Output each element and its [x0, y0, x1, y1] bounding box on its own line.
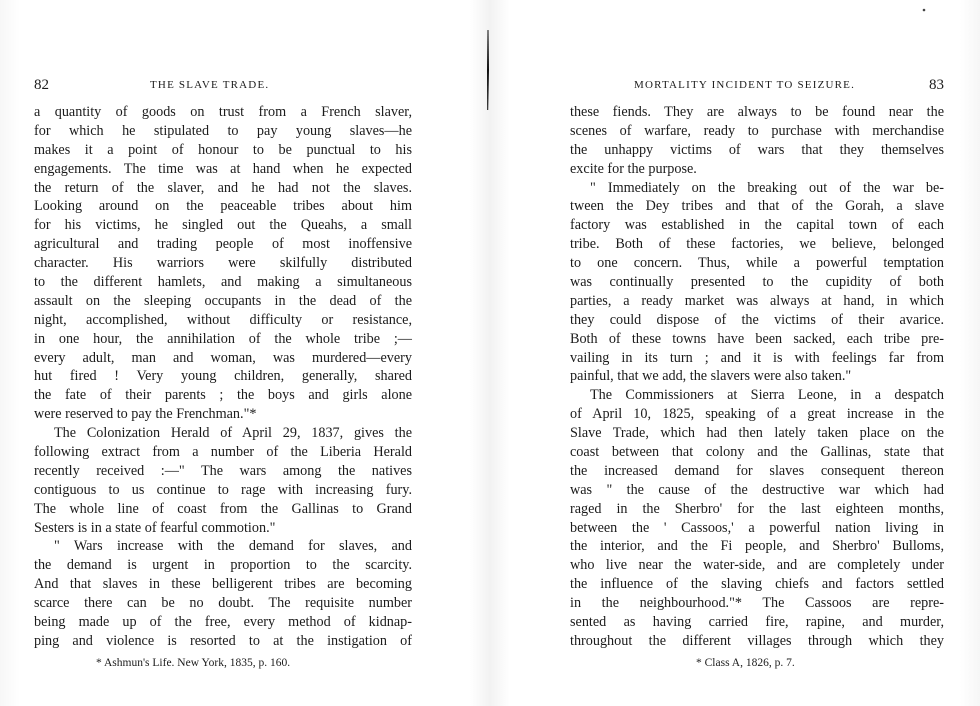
text-line: the return of the slaver, and he had not the slaves.	[34, 179, 412, 196]
text-line: coast between that colony and the Gallinas, state that	[570, 444, 944, 461]
text-line: And that slaves in these belligerent tribes are becoming	[34, 576, 412, 593]
text-line: following extract from a number of the Liberia Herald	[34, 444, 412, 461]
text-line: Looking around on the peaceable tribes about him	[34, 198, 412, 215]
left-running-title: THE SLAVE TRADE.	[150, 79, 270, 91]
text-line: were reserved to pay the Frenchman."*	[34, 406, 257, 423]
text-line: recently received :—" The wars among the natives	[34, 462, 412, 479]
text-line: contiguous to us continue to rage with increasing fury.	[34, 481, 412, 498]
text-line: every adult, man and woman, was murdered—every	[34, 349, 412, 366]
text-line: The Colonization Herald of April 29, 1837, gives the	[54, 425, 412, 442]
text-line: Sesters is in a state of fearful commotion."	[34, 519, 276, 536]
text-line: Both of these towns have been sacked, each tribe pre-	[570, 330, 944, 347]
text-line: painful, that we add, the slavers were also taken."	[570, 368, 852, 385]
text-line: to the different hamlets, and making a simultaneous	[34, 274, 412, 291]
left-footnote: * Ashmun's Life. New York, 1835, p. 160.	[96, 657, 291, 669]
left-page-number: 82	[34, 77, 49, 93]
text-line: engagements. The time was at hand when he expected	[34, 160, 412, 177]
right-running-title: MORTALITY INCIDENT TO SEIZURE.	[634, 79, 856, 91]
text-line: these fiends. They are always to be found near the	[570, 104, 944, 120]
text-line: hut fired ! Very young children, generally, shared	[34, 368, 412, 385]
text-line: tween the Dey tribes and that of the Gorah, a slave	[570, 198, 944, 215]
text-line: factory was established in the capital town of each	[570, 217, 944, 234]
text-line: scarce there can be no doubt. The requisite number	[34, 595, 412, 612]
text-line: in the neighbourhood."* The Cassoos are repre-	[570, 595, 944, 612]
text-line: scenes of warfare, ready to purchase with merchandise	[570, 122, 944, 139]
text-line: the fate of their parents ; the boys and girls alone	[34, 387, 412, 404]
text-line: tribe. Both of these factories, we believe, belonged	[570, 236, 944, 253]
text-line: character. His warriors were skilfully distributed	[34, 255, 412, 272]
text-line: in one hour, the annihilation of the whole tribe ;—	[34, 330, 412, 347]
text-line: for his victims, he singled out the Queahs, a small	[34, 217, 412, 234]
text-line: " Immediately on the breaking out of the war be-	[590, 179, 944, 196]
text-line: Slave Trade, which had then lately taken place on the	[570, 425, 944, 442]
text-line: sented as having carried fire, rapine, and murder,	[570, 614, 944, 631]
gutter-ink-mark	[486, 30, 490, 110]
text-line: " Wars increase with the demand for slaves, and	[54, 538, 412, 555]
right-footnote: * Class A, 1826, p. 7.	[696, 657, 795, 669]
text-line: vailing in its turn ; and it is with feelings far from	[570, 349, 944, 366]
left-running-head	[34, 76, 412, 94]
left-body-text	[34, 103, 412, 651]
left-page	[34, 0, 412, 706]
text-line: to one concern. Thus, while a powerful temptation	[570, 255, 944, 272]
text-line: being made up of the free, every method of kidnap-	[34, 614, 412, 631]
text-line: the influence of the slaving chiefs and factors settled	[570, 576, 944, 593]
text-line: for which he stipulated to pay young slaves—he	[34, 122, 412, 139]
text-line: agricultural and trading people of most inoffensive	[34, 236, 412, 253]
text-line: between the ' Cassoos,' a powerful nation living in	[570, 519, 944, 536]
right-page	[570, 0, 944, 706]
text-line: raged in the Sherbro' for the last eighteen months,	[570, 500, 944, 517]
text-line: the increased demand for slaves consequent thereon	[570, 462, 944, 479]
text-line: was continually presented to the cupidity of both	[570, 274, 944, 291]
right-running-head	[570, 76, 944, 94]
text-line: who live near the water-side, and are completely under	[570, 557, 944, 574]
text-line: The whole line of coast from the Gallinas to Grand	[34, 500, 412, 517]
text-line: ping and violence is resorted to at the instigation of	[34, 632, 412, 649]
text-line: the demand is urgent in proportion to the scarcity.	[34, 557, 412, 574]
text-line: assault on the sleeping occupants in the dead of the	[34, 292, 412, 309]
text-line: the interior, and the Fi people, and Sherbro' Bulloms,	[570, 538, 944, 555]
right-body-text	[570, 103, 944, 651]
text-line: night, accomplished, without difficulty or resistance,	[34, 311, 412, 328]
text-line: was " the cause of the destructive war which had	[570, 481, 944, 498]
text-line: The Commissioners at Sierra Leone, in a despatch	[590, 387, 944, 404]
text-line: a quantity of goods on trust from a French slaver,	[34, 104, 412, 120]
text-line: of April 10, 1825, speaking of a great increase in the	[570, 406, 944, 423]
text-line: throughout the different villages through which they	[570, 632, 944, 649]
text-line: makes it a point of honour to be punctual to his	[34, 141, 412, 158]
text-line: parties, a ready market was always at hand, in which	[570, 292, 944, 309]
text-line: the unhappy victims of wars that they themselves	[570, 141, 944, 158]
text-line: they could dispose of the victims of their avarice.	[570, 311, 944, 328]
text-line: excite for the purpose.	[570, 160, 697, 177]
right-page-number: 83	[929, 77, 944, 93]
